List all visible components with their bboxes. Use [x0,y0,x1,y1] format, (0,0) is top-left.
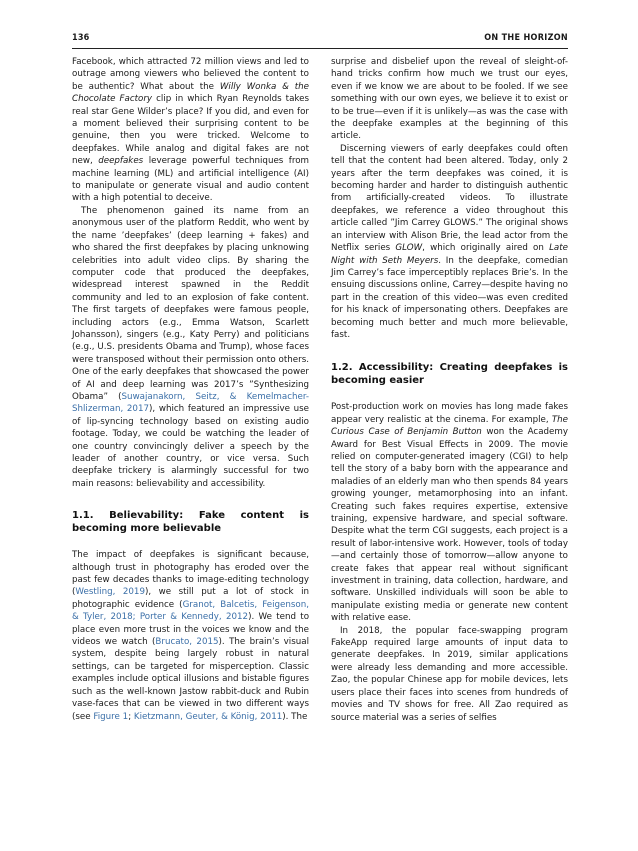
paragraph: In 2018, the popular face-swapping program FakeApp required large amounts of input data to generate deepfakes. In 2019, similar applications were already less demanding and more accessible. Zao, the popular Chinese app for mobile devices, lets users place their faces into scenes from hundreds of movies and TV shows for free. All Zao required as source material was a series of selfies [331,625,568,723]
right-column [331,56,568,724]
citation-link[interactable]: Kietzmann, Geuter, & König, 2011 [133,711,283,722]
page-number: 136 [72,33,90,43]
paragraph: Discerning viewers of early deepfakes could often tell that the content had been altered. Today, only 2 years after the term deepfakes was coined, it is becoming harder and harder to distinguish authentic from artificially-created videos. To illustrate deepfakes, we reference a video throughout this article called ”Jim Carrey GLOWS.” The original shows an interview with Alison Brie, the lead actor from the Netflix series GLOW, which originally aired on Late Night with Seth Meyers. In the deepfake, comedian Jim Carrey’s face imperceptibly replaces Brie’s. In the ensuing discussions online, Carrey—despite having no part in the creation of this video—was even credited for his knack of impersonating others. Deepfakes are becoming much better and much more believable, fast. [331,143,569,340]
header-rule [72,48,568,49]
film-title: The Curious Case of Benjamin Button [331,414,568,438]
paragraph: surprise and disbelief upon the reveal of sleight-of-hand tricks confirm how much we trust our eyes, even if we know we are about to be fooled. If we see something with our own eyes, we believe it to exist or to be true—even if it is unlikely—as was the case with the deepfake examples at the beginning of this article. [331,57,568,142]
paragraph: Post-production work on movies has long made fakes appear very realistic at the cinema. For example, The Curious Case of Benjamin Button won the Academy Award for Best Visual Effects in 2009. The movie relied on computer-generated imagery (CGI) to help tell the story of a baby born with the appearance and maladies of an elderly man who then spends 84 years growing younger, metamorphosing into an infant. Creating such fakes requires expertise, extensive training, expensive hardware, and special software. Despite what the term CGI suggests, each project is a result of labor-intensive work. However, tools of today—and certainly those of tomorrow—allow anyone to create fakes that appear real without significant investment in training, data collection, hardware, and software. Unskilled individuals will soon be able to manipulate existing media or generate new content with relative ease. [331,402,568,624]
show-title: GLOW [395,243,423,254]
citation-link[interactable]: Granot, Balcetis, Feigenson, & Tyler, 2018; Porter & Kennedy, 2012 [72,599,309,623]
page-header [72,33,568,45]
left-column [72,56,309,723]
figure-link[interactable]: Figure 1 [93,711,129,722]
citation-link[interactable]: Suwajanakorn, Seitz, & Kemelmacher-Shlizerman, 2017 [72,391,309,415]
section-heading-1-1: 1.1. Believability: Fake content is becoming more believable [72,510,309,535]
paragraph: The impact of deepfakes is significant because, although trust in photography has eroded over the past few decades thanks to image-editing technology (Westling, 2019), we still put a lot of stock in photographic evidence (Granot, Balcetis, Feigenson, & Tyler, 2018; Porter & Kennedy, 2012). We tend to place even more trust in the voices we know and the videos we watch (Brucato, 2015). The brain’s visual system, despite being largely robust in natural settings, can be targeted for misperception. Classic examples include optical illusions and bistable figures such as the well-known Jastow rabbit-duck and Rubin vase-faces that can be viewed in two different ways (see Figure 1; Kietzmann, Geuter, & König, 2011). The [72,550,310,722]
section-heading-1-2: 1.2. Accessibility: Creating deepfakes is becoming easier [331,362,568,387]
paragraph: The phenomenon gained its name from an anonymous user of the platform Reddit, who went by the name ’deepfakes’ (deep learning + fakes) and who shared the first deepfakes by placing unknowing celebrities into adult video clips. By sharing the computer code that produced the deepfakes, widespread interest spawned in the Reddit community and led to an explosion of fake content. The first targets of deepfakes were famous people, including actors (e.g., Emma Watson, Scarlett Johansson), singers (e.g., Katy Perry) and politicians (e.g., U.S. presidents Obama and Trump), whose faces were transposed without their permission onto others. One of the early deepfakes that showcased the power of AI and deep learning was 2017’s ”Synthesizing Obama” (Suwajanakorn, Seitz, & Kemelmacher-Shlizerman, 2017), which featured an impressive use of lip-syncing technology based on existing audio footage. Today, we could be watching the leader of one country convincingly deliver a speech by the leader of another country, or vice versa. Such deepfake trickery is alarmingly successful for two main reasons: believability and accessibility. [72,205,309,489]
paragraph: Facebook, which attracted 72 million views and led to outrage among viewers who believed the content to be authentic? What about the Willy Wonka & the Chocolate Factory clip in which Ryan Reynolds takes real star Gene Wilder’s place? If you did, and even for a moment believed their surprising content to be genuine, then you were tricked. Welcome to deepfakes. While analog and digital fakes are not new, deepfakes leverage powerful techniques from machine learning (ML) and artificial intelligence (AI) to manipulate or generate visual and audio content with a high potential to deceive. [72,57,310,204]
film-title: Willy Wonka & the Chocolate Factory [72,81,309,105]
citation-link[interactable]: Westling, 2019 [75,587,145,598]
show-title: Late Night with Seth Meyers [331,243,569,266]
citation-link[interactable]: Brucato, 2015 [155,637,219,648]
term-emphasis: deepfakes [98,156,144,167]
running-head: ON THE HORIZON [484,33,568,43]
